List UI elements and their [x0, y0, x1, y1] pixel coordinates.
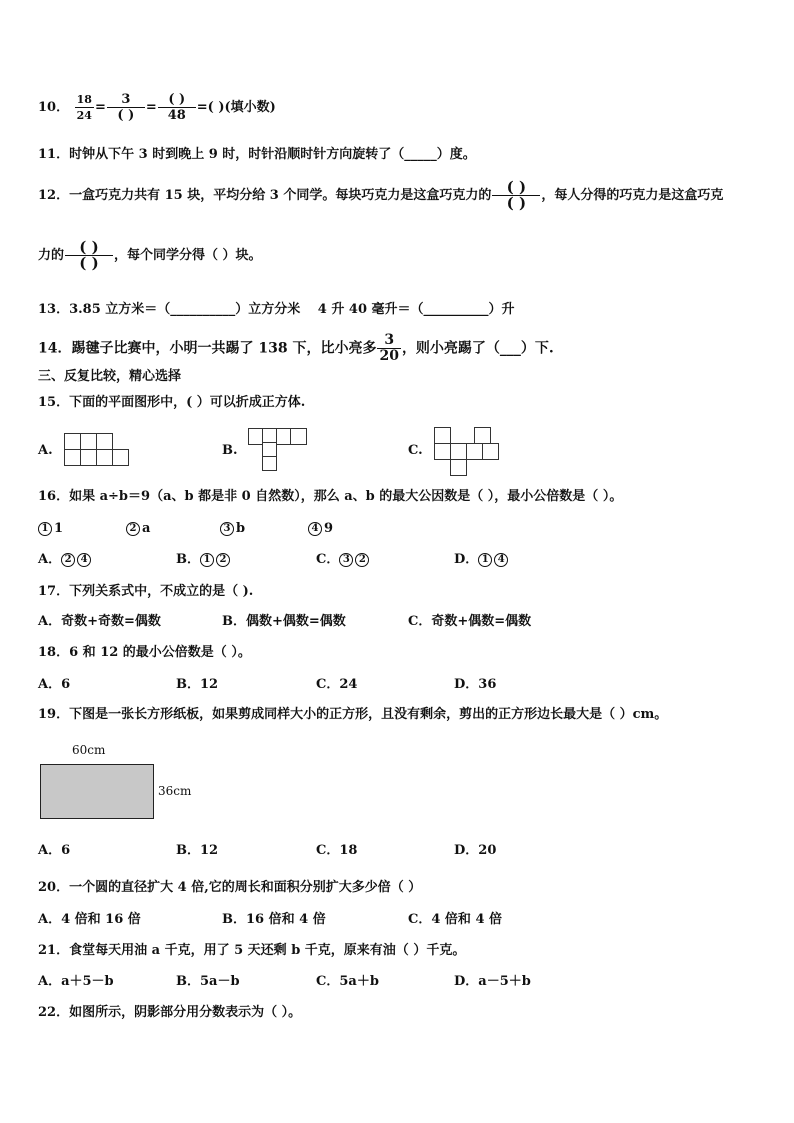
choice-2 — [126, 520, 150, 538]
question-10-tail: =( )(填小数) — [196, 100, 276, 115]
question-11: 11．时钟从下午 3 时到晚上 9 时，时针沿顺时针方向旋转了（_____）度。 — [38, 147, 476, 162]
choice-value: b — [236, 521, 246, 536]
circled-number: 2 — [61, 553, 75, 567]
fraction-numerator: ( ) — [492, 180, 540, 196]
circled-number: 4 — [77, 553, 91, 567]
fraction-3-blank — [107, 92, 145, 123]
fraction-denominator: 48 — [167, 108, 186, 123]
option-c — [316, 551, 371, 569]
choice-4 — [308, 520, 333, 538]
question-16: 16．如果 a÷b＝9（a、b 都是非 0 自然数），那么 a、b 的最大公因数是（ ），最小公倍数是（ ）。 — [38, 489, 623, 504]
fraction-denominator: ( ) — [79, 254, 99, 272]
fraction-blank-48 — [158, 92, 196, 123]
option-letter: A． — [38, 552, 62, 567]
circled-number: 1 — [478, 553, 492, 567]
circled-number: 2 — [355, 553, 369, 567]
question-19: 19．下图是一张长方形纸板，如果剪成同样大小的正方形，且没有剩余，剪出的正方形边长最大是（ ）cm。 — [38, 707, 668, 722]
section-heading: 三、反复比较，精心选择 — [38, 369, 182, 384]
question-12-line-1 — [38, 180, 723, 211]
question-13: 13．3.85 立方米＝（__________）立方分米 4 升 40 毫升＝（__________）升 — [38, 302, 515, 317]
option-letter: D． — [454, 552, 479, 567]
question-12-text-c: 力的 — [38, 248, 65, 263]
equals-sign: = — [145, 100, 157, 115]
question-15: 15．下面的平面图形中，( ）可以折成正方体. — [38, 395, 306, 410]
circled-number: 2 — [126, 522, 140, 536]
option-d: D．20 — [454, 843, 497, 858]
question-10-number: 10． — [38, 100, 70, 115]
option-c: C．18 — [316, 843, 358, 858]
option-a: A．a＋5－b — [38, 974, 114, 989]
question-12-line-2 — [38, 240, 262, 271]
fraction-numerator: 3 — [377, 333, 400, 349]
question-10 — [38, 92, 276, 123]
circled-number: 3 — [220, 522, 234, 536]
question-14 — [38, 333, 554, 364]
circled-number: 1 — [200, 553, 214, 567]
fraction-numerator: ( ) — [65, 240, 113, 256]
option-b: B．偶数+偶数=偶数 — [222, 614, 346, 629]
option-b — [176, 551, 232, 569]
question-21: 21．食堂每天用油 a 千克，用了 5 天还剩 b 千克，原来有油（ ）千克。 — [38, 943, 466, 958]
option-c: C．24 — [316, 677, 358, 692]
question-14-text-a: 14．踢毽子比赛中，小明一共踢了 138 下，比小亮多 — [38, 340, 377, 357]
question-20: 20．一个圆的直径扩大 4 倍,它的周长和面积分别扩大多少倍（ ） — [38, 880, 422, 895]
option-a: A．6 — [38, 677, 71, 692]
circled-number: 4 — [308, 522, 322, 536]
option-b: B．12 — [176, 677, 219, 692]
option-b: B．16 倍和 4 倍 — [222, 912, 326, 927]
choice-1 — [38, 520, 63, 538]
fraction-blank — [65, 240, 113, 271]
option-a: A．奇数+奇数=偶数 — [38, 614, 161, 629]
option-d: D．a－5＋b — [454, 974, 531, 989]
option-letter: C． — [316, 552, 340, 567]
option-d — [454, 551, 510, 569]
rectangle-height-label: 36cm — [158, 784, 192, 798]
fraction-3-20 — [377, 333, 400, 364]
option-a: A．6 — [38, 843, 71, 858]
option-letter: B． — [176, 552, 200, 567]
fraction-numerator: 3 — [107, 92, 145, 108]
fraction-blank — [492, 180, 540, 211]
circled-number: 3 — [339, 553, 353, 567]
option-b: B．12 — [176, 843, 219, 858]
fraction-numerator: 18 — [76, 93, 92, 106]
option-c: C．4 倍和 4 倍 — [408, 912, 503, 927]
option-c: C．5a＋b — [316, 974, 379, 989]
cardboard-rectangle — [40, 764, 154, 819]
option-c-label: C. — [408, 443, 423, 458]
option-b-label: B. — [222, 443, 238, 458]
question-17: 17．下列关系式中，不成立的是（ ). — [38, 584, 254, 599]
question-18: 18．6 和 12 的最小公倍数是（ ）。 — [38, 645, 251, 660]
question-12-text-d: ，每个同学分得（ ）块。 — [114, 248, 262, 263]
circled-number: 4 — [494, 553, 508, 567]
circled-number: 1 — [38, 522, 52, 536]
question-14-text-b: ，则小亮踢了（___）下. — [401, 340, 554, 357]
option-c: C．奇数+偶数=偶数 — [408, 614, 532, 629]
choice-value: 1 — [54, 521, 64, 536]
choice-3 — [220, 520, 245, 538]
option-a-label: A. — [38, 443, 53, 458]
choice-value: 9 — [324, 521, 334, 536]
rectangle-width-label: 60cm — [72, 743, 106, 757]
question-22: 22．如图所示，阴影部分用分数表示为（ ）。 — [38, 1005, 302, 1020]
question-12-text-b: ，每人分得的巧克力是这盒巧克 — [541, 188, 724, 203]
option-a: A．4 倍和 16 倍 — [38, 912, 141, 927]
fraction-denominator: 24 — [76, 109, 92, 122]
option-d: D．36 — [454, 677, 497, 692]
question-12-text-a: 12．一盒巧克力共有 15 块，平均分给 3 个同学。每块巧克力是这盒巧克力的 — [38, 188, 492, 203]
option-a — [38, 551, 93, 569]
fraction-denominator: ( ) — [117, 108, 135, 123]
fraction-denominator: ( ) — [506, 194, 527, 212]
choice-value: a — [142, 521, 151, 536]
fraction-denominator: 20 — [379, 348, 399, 364]
option-b: B．5a－b — [176, 974, 240, 989]
fraction-18-24 — [75, 92, 94, 123]
equals-sign: = — [94, 100, 106, 115]
fraction-numerator: ( ) — [158, 92, 196, 108]
circled-number: 2 — [216, 553, 230, 567]
